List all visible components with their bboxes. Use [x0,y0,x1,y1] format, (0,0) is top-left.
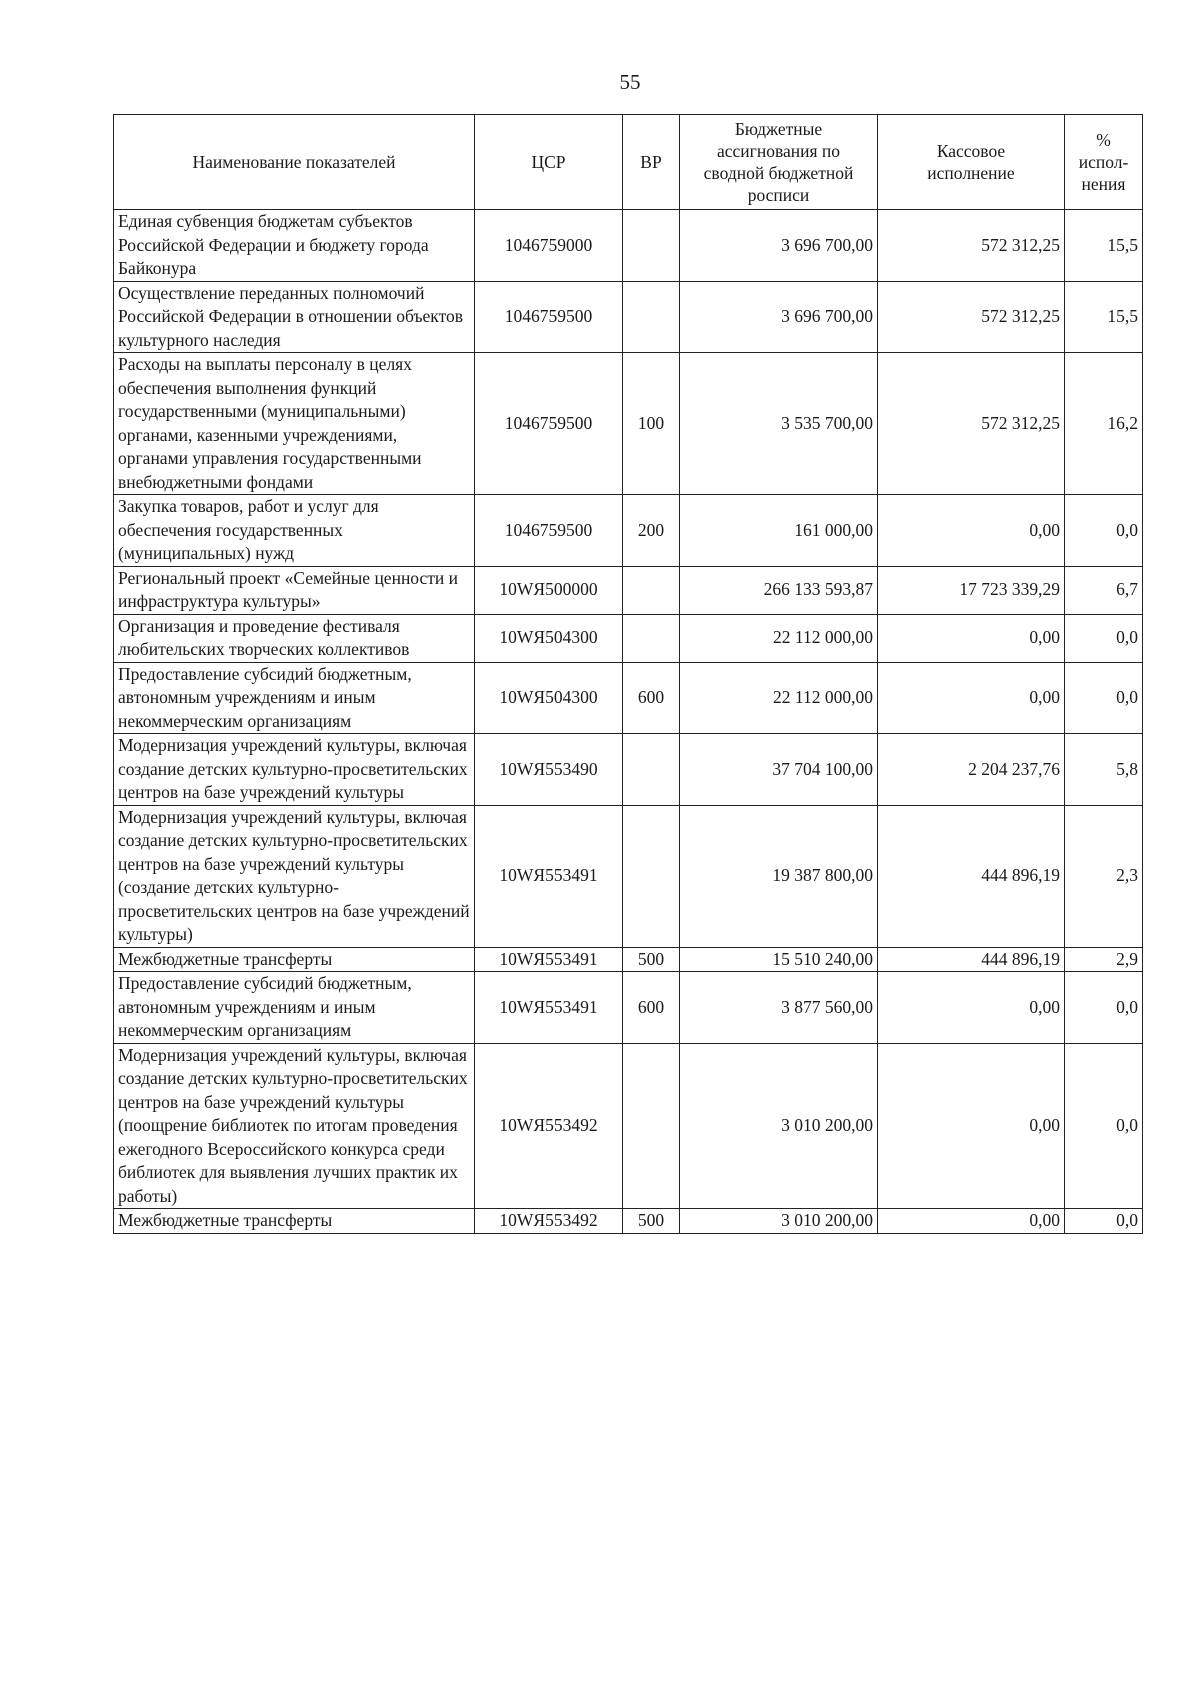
row-cash: 0,00 [878,495,1065,567]
row-budget: 15 510 240,00 [680,947,878,972]
row-csr: 10WЯ504300 [475,614,623,662]
page-number: 55 [619,70,641,94]
row-csr: 10WЯ553491 [475,947,623,972]
row-percent: 0,0 [1065,614,1143,662]
row-cash: 444 896,19 [878,947,1065,972]
row-vr: 500 [623,1209,680,1234]
row-name: Расходы на выплаты персоналу в целях обеспечения выполнения функций государственными (муниципальными) органами, казенными учреждениями, органами управления государственными внебюджетными фондами [114,353,475,495]
row-budget: 22 112 000,00 [680,662,878,734]
row-csr: 10WЯ500000 [475,566,623,614]
row-percent: 2,3 [1065,805,1143,947]
row-budget: 3 010 200,00 [680,1043,878,1209]
row-cash: 0,00 [878,614,1065,662]
row-name: Межбюджетные трансферты [114,947,475,972]
row-cash: 572 312,25 [878,353,1065,495]
row-budget: 161 000,00 [680,495,878,567]
row-percent: 0,0 [1065,1043,1143,1209]
row-name: Предоставление субсидий бюджетным, автономным учреждениям и иным некоммерческим организациям [114,662,475,734]
row-name: Региональный проект «Семейные ценности и инфраструктура культуры» [114,566,475,614]
row-name: Единая субвенция бюджетам субъектов Российской Федерации и бюджету города Байконура [114,210,475,282]
row-vr [623,566,680,614]
row-percent: 0,0 [1065,495,1143,567]
budget-execution-table [113,114,1143,1234]
row-csr: 10WЯ553492 [475,1209,623,1234]
row-cash: 2 204 237,76 [878,734,1065,806]
row-budget: 3 696 700,00 [680,210,878,282]
row-name: Модернизация учреждений культуры, включая создание детских культурно-просветительских центров на базе учреждений культуры (создание детских культурно-просветительских центров на базе учреждений культуры) [114,805,475,947]
row-vr [623,734,680,806]
row-csr: 10WЯ504300 [475,662,623,734]
table-row [114,566,1143,614]
row-budget: 3 877 560,00 [680,972,878,1044]
row-vr [623,210,680,282]
row-budget: 3 010 200,00 [680,1209,878,1234]
row-csr: 1046759000 [475,210,623,282]
table-row [114,281,1143,353]
table-row [114,495,1143,567]
row-cash: 572 312,25 [878,210,1065,282]
row-cash: 0,00 [878,1043,1065,1209]
row-vr: 600 [623,662,680,734]
row-csr: 1046759500 [475,281,623,353]
header-budget: Бюджетные ассигнования по сводной бюджетной росписи [680,115,878,210]
row-budget: 3 696 700,00 [680,281,878,353]
row-name: Предоставление субсидий бюджетным, автономным учреждениям и иным некоммерческим организациям [114,972,475,1044]
row-percent: 0,0 [1065,662,1143,734]
header-csr: ЦСР [475,115,623,210]
row-csr: 10WЯ553492 [475,1043,623,1209]
row-budget: 266 133 593,87 [680,566,878,614]
row-vr: 500 [623,947,680,972]
row-cash: 0,00 [878,972,1065,1044]
header-vr: ВР [623,115,680,210]
row-percent: 16,2 [1065,353,1143,495]
row-name: Модернизация учреждений культуры, включая создание детских культурно-просветительских центров на базе учреждений культуры [114,734,475,806]
table-row [114,353,1143,495]
table-row [114,805,1143,947]
table-row [114,1209,1143,1234]
row-vr: 200 [623,495,680,567]
row-percent: 15,5 [1065,281,1143,353]
header-percent: % испол-нения [1065,115,1143,210]
row-name: Осуществление переданных полномочий Российской Федерации в отношении объектов культурного наследия [114,281,475,353]
row-percent: 0,0 [1065,1209,1143,1234]
row-percent: 2,9 [1065,947,1143,972]
row-name: Организация и проведение фестиваля любительских творческих коллективов [114,614,475,662]
table-row [114,614,1143,662]
row-cash: 0,00 [878,662,1065,734]
table-row [114,1043,1143,1209]
row-percent: 0,0 [1065,972,1143,1044]
row-budget: 37 704 100,00 [680,734,878,806]
row-vr [623,281,680,353]
row-vr [623,614,680,662]
row-percent: 5,8 [1065,734,1143,806]
row-name: Межбюджетные трансферты [114,1209,475,1234]
table-row [114,947,1143,972]
table-header-row [114,115,1143,210]
row-vr: 600 [623,972,680,1044]
row-budget: 19 387 800,00 [680,805,878,947]
row-percent: 6,7 [1065,566,1143,614]
header-cash: Кассовое исполнение [878,115,1065,210]
table-row [114,662,1143,734]
table-row [114,734,1143,806]
row-csr: 10WЯ553491 [475,972,623,1044]
row-budget: 3 535 700,00 [680,353,878,495]
header-name: Наименование показателей [114,115,475,210]
row-budget: 22 112 000,00 [680,614,878,662]
row-percent: 15,5 [1065,210,1143,282]
row-cash: 0,00 [878,1209,1065,1234]
table-row [114,210,1143,282]
row-vr [623,805,680,947]
row-cash: 17 723 339,29 [878,566,1065,614]
row-name: Закупка товаров, работ и услуг для обеспечения государственных (муниципальных) нужд [114,495,475,567]
row-csr: 10WЯ553491 [475,805,623,947]
row-csr: 1046759500 [475,353,623,495]
row-vr: 100 [623,353,680,495]
row-csr: 10WЯ553490 [475,734,623,806]
row-cash: 572 312,25 [878,281,1065,353]
row-vr [623,1043,680,1209]
row-csr: 1046759500 [475,495,623,567]
table-row [114,972,1143,1044]
row-name: Модернизация учреждений культуры, включая создание детских культурно-просветительских центров на базе учреждений культуры (поощрение библиотек по итогам проведения ежегодного Всероссийского конкурса среди библиотек для выявления лучших практик их работы) [114,1043,475,1209]
row-cash: 444 896,19 [878,805,1065,947]
